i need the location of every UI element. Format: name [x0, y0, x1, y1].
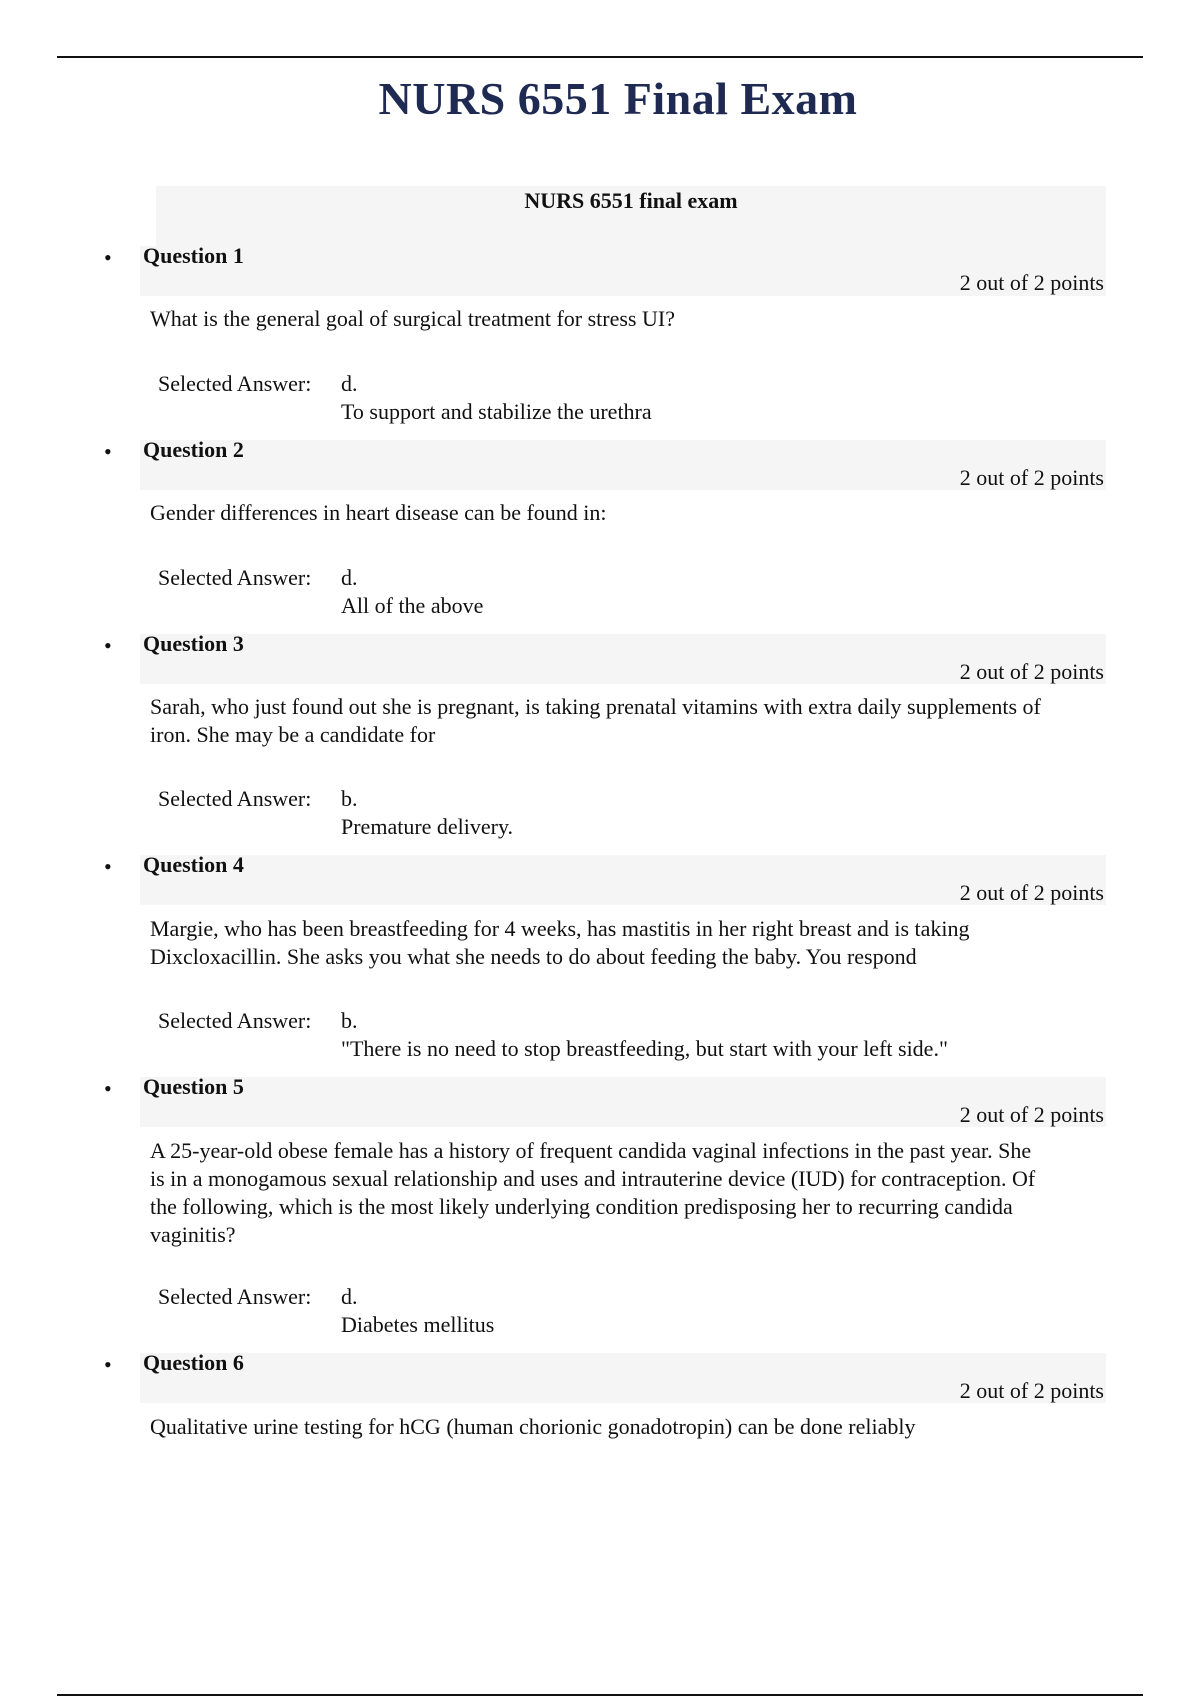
bullet-icon: •	[104, 439, 112, 464]
selected-answer-label: Selected Answer:	[158, 1284, 312, 1309]
question-points: 2 out of 2 points	[959, 1102, 1104, 1127]
answer-text: To support and stabilize the urethra	[341, 399, 652, 424]
selected-answer-label: Selected Answer:	[158, 1008, 312, 1033]
question-label: Question 2	[143, 437, 244, 462]
page-title: NURS 6551 Final Exam	[378, 73, 858, 124]
question-points: 2 out of 2 points	[959, 465, 1104, 490]
selected-answer-label: Selected Answer:	[158, 786, 312, 811]
question-text: A 25-year-old obese female has a history of frequent candida vaginal infections in the past year. She is in a monogamous sexual relationship and uses and intrauterine device (IUD) for contraception. Of the following, which is the most likely underlying condition predisposing her to recurring candida vaginitis?	[150, 1138, 1036, 1247]
question-label: Question 5	[143, 1074, 244, 1099]
question-points: 2 out of 2 points	[959, 270, 1104, 295]
answer-letter: d.	[341, 565, 358, 590]
question-label: Question 3	[143, 631, 244, 656]
question-text: Qualitative urine testing for hCG (human chorionic gonadotropin) can be done reliably	[150, 1414, 916, 1439]
question-label: Question 1	[143, 243, 244, 268]
bullet-icon: •	[104, 633, 112, 658]
answer-letter: b.	[341, 786, 358, 811]
top-rule	[57, 56, 1143, 58]
selected-answer-label: Selected Answer:	[158, 565, 312, 590]
question-text: Margie, who has been breastfeeding for 4 weeks, has mastitis in her right breast and is taking Dixcloxacillin. She asks you what she needs to do about feeding the baby. You respond	[150, 916, 970, 969]
bullet-icon: •	[104, 1076, 112, 1101]
answer-letter: d.	[341, 1284, 358, 1309]
question-label: Question 6	[143, 1350, 244, 1375]
question-text: Sarah, who just found out she is pregnant, is taking prenatal vitamins with extra daily supplements of iron. She may be a candidate for	[150, 694, 1041, 747]
bullet-icon: •	[104, 245, 112, 270]
exam-subtitle: NURS 6551 final exam	[524, 188, 738, 213]
answer-text: All of the above	[341, 593, 484, 618]
question-points: 2 out of 2 points	[959, 1378, 1104, 1403]
answer-text: Diabetes mellitus	[341, 1312, 495, 1337]
selected-answer-label: Selected Answer:	[158, 371, 312, 396]
bullet-icon: •	[104, 854, 112, 879]
answer-letter: b.	[341, 1008, 358, 1033]
bullet-icon: •	[104, 1352, 112, 1377]
question-label: Question 4	[143, 852, 244, 877]
question-text: Gender differences in heart disease can be found in:	[150, 500, 607, 525]
question-text: What is the general goal of surgical treatment for stress UI?	[150, 306, 675, 331]
question-points: 2 out of 2 points	[959, 880, 1104, 905]
answer-letter: d.	[341, 371, 358, 396]
answer-text: "There is no need to stop breastfeeding, but start with your left side."	[341, 1036, 948, 1061]
bottom-rule	[57, 1694, 1143, 1696]
question-points: 2 out of 2 points	[959, 659, 1104, 684]
answer-text: Premature delivery.	[341, 814, 514, 839]
